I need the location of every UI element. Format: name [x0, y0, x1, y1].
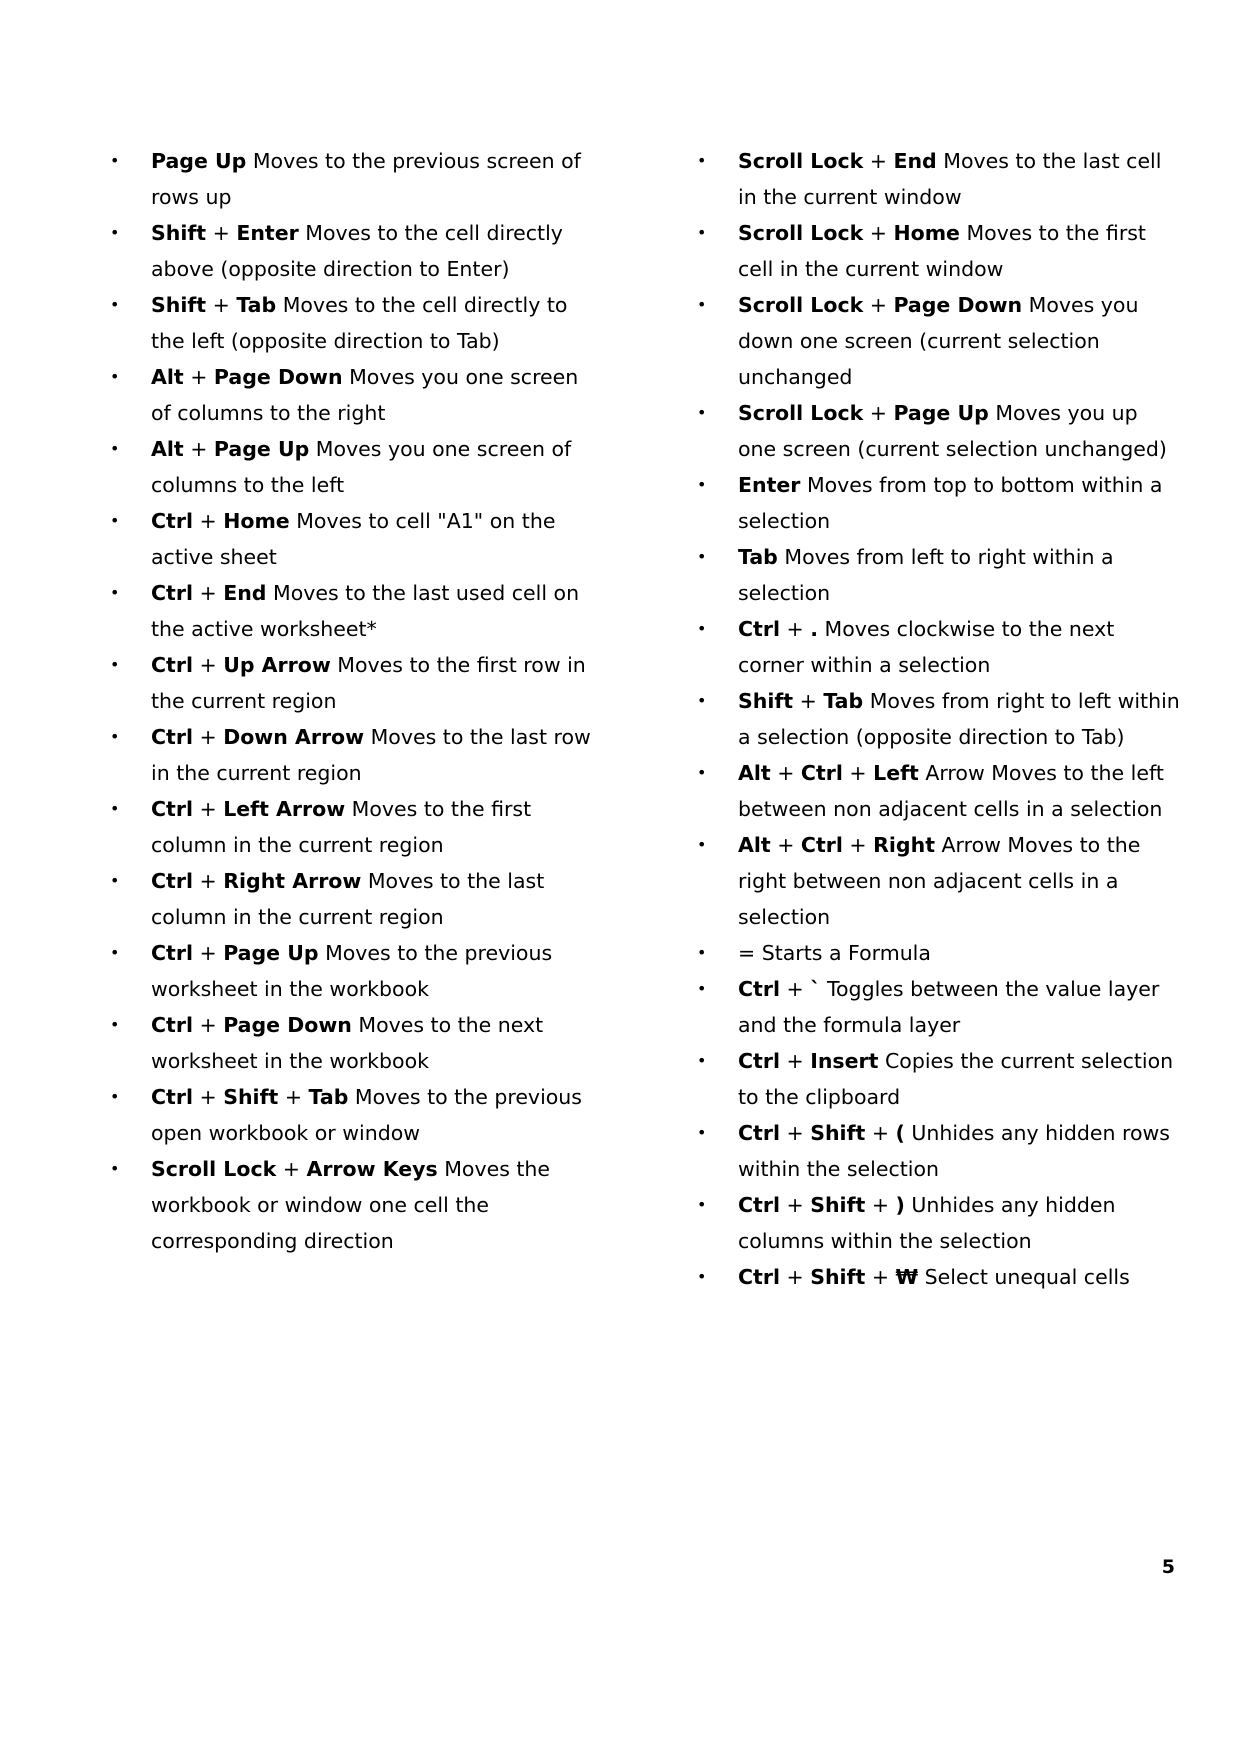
bullet-icon: • — [110, 583, 120, 602]
shortcut-description: Arrow Moves to the right between non adjacent cells in a selection — [738, 833, 1141, 929]
shortcut-key: Ctrl — [738, 617, 780, 641]
shortcut-description: Moves to the last cell in the current window — [738, 149, 1162, 209]
shortcut-description: Moves to the last column in the current region — [151, 869, 545, 929]
shortcut-separator: + — [865, 1121, 896, 1145]
shortcut-description: Moves to the previous worksheet in the workbook — [151, 941, 553, 1001]
shortcut-list-left — [110, 143, 600, 1259]
shortcut-description: Copies the current selection to the clipboard — [738, 1049, 1174, 1109]
shortcut-description: Moves to the cell directly above (opposite direction to Enter) — [151, 221, 563, 281]
bullet-icon: • — [697, 943, 707, 962]
shortcut-key: Ctrl — [151, 509, 193, 533]
shortcut-key: Shift — [738, 689, 794, 713]
shortcut-key: Enter — [236, 221, 299, 245]
shortcut-separator: + — [192, 1085, 224, 1109]
shortcut-key: Page Up — [213, 437, 310, 461]
shortcut-description: Moves you one screen of columns to the left — [151, 437, 572, 497]
shortcut-key: Page Up — [151, 149, 247, 173]
shortcut-separator: + — [206, 221, 237, 245]
shortcut-separator: + — [863, 293, 894, 317]
shortcut-key: Ctrl — [151, 1013, 193, 1037]
bullet-icon: • — [110, 655, 120, 674]
shortcut-separator: + — [865, 1193, 896, 1217]
bullet-icon: • — [110, 1159, 120, 1178]
shortcut-key: End — [893, 149, 937, 173]
shortcut-separator: + — [779, 1193, 811, 1217]
shortcut-key: Shift — [151, 221, 207, 245]
shortcut-separator: + — [192, 941, 224, 965]
shortcut-key: Alt — [151, 437, 184, 461]
shortcut-key: Ctrl — [151, 869, 193, 893]
shortcut-description: Moves to the first cell in the current window — [738, 221, 1146, 281]
shortcut-key: Up Arrow — [223, 653, 331, 677]
shortcut-description: Moves the workbook or window one cell the corresponding direction — [151, 1157, 551, 1253]
shortcut-list-item — [697, 143, 1182, 215]
shortcut-key: Tab — [738, 545, 778, 569]
shortcut-separator: + — [192, 509, 224, 533]
shortcut-description: Moves to the last row in the current region — [151, 725, 591, 785]
shortcut-key: Tab — [308, 1085, 349, 1109]
shortcut-key: Shift — [810, 1121, 866, 1145]
shortcut-separator: + — [779, 1049, 811, 1073]
shortcut-separator: + — [192, 797, 224, 821]
shortcut-list-item — [697, 1259, 1182, 1295]
shortcut-separator: + — [779, 1265, 811, 1289]
bullet-icon: • — [697, 1051, 707, 1070]
shortcut-description: Arrow Moves to the left between non adjacent cells in a selection — [738, 761, 1164, 821]
shortcut-separator: + — [793, 689, 824, 713]
bullet-icon: • — [697, 151, 707, 170]
bullet-icon: • — [697, 835, 707, 854]
shortcut-separator: = Starts a Formula — [738, 941, 931, 965]
shortcut-description: Moves from left to right within a selection — [738, 545, 1114, 605]
shortcut-key: Right Arrow — [223, 869, 362, 893]
shortcut-separator: + — [192, 581, 224, 605]
shortcut-key: Ctrl — [738, 1193, 780, 1217]
bullet-icon: • — [110, 871, 120, 890]
shortcut-key: . — [810, 617, 818, 641]
shortcut-key: ` — [810, 977, 821, 1001]
bullet-icon: • — [697, 403, 707, 422]
shortcut-list-item — [110, 1079, 600, 1151]
shortcut-list-item — [110, 863, 600, 935]
shortcut-separator: + — [192, 1013, 224, 1037]
shortcut-list-item — [697, 611, 1182, 683]
shortcut-description: Moves from right to left within a selection (opposite direction to Tab) — [738, 689, 1180, 749]
shortcut-list-right — [697, 143, 1182, 1295]
shortcut-separator: + — [779, 1121, 811, 1145]
shortcut-list-item — [697, 1043, 1182, 1115]
shortcut-separator: + — [842, 761, 874, 785]
shortcut-key: Down Arrow — [223, 725, 365, 749]
shortcut-key: Ctrl — [151, 725, 193, 749]
shortcut-key: Shift — [223, 1085, 279, 1109]
bullet-icon: • — [110, 727, 120, 746]
shortcut-list-item — [697, 971, 1182, 1043]
shortcut-separator: + — [865, 1265, 896, 1289]
shortcut-key: Page Down — [893, 293, 1023, 317]
bullet-icon: • — [697, 979, 707, 998]
shortcut-separator: + — [206, 293, 237, 317]
shortcut-key: Page Down — [223, 1013, 352, 1037]
shortcut-list-item — [697, 215, 1182, 287]
shortcut-description: Unhides any hidden columns within the selection — [738, 1193, 1116, 1253]
shortcut-key: Scroll Lock — [151, 1157, 277, 1181]
shortcut-key: Left — [873, 761, 919, 785]
shortcut-list-item — [110, 935, 600, 1007]
shortcut-key: ) — [895, 1193, 905, 1217]
bullet-icon: • — [110, 151, 120, 170]
bullet-icon: • — [697, 547, 707, 566]
shortcut-key: Ctrl — [151, 797, 193, 821]
bullet-icon: • — [697, 1267, 707, 1286]
shortcut-key: Right — [873, 833, 936, 857]
shortcut-list-item — [697, 395, 1182, 467]
shortcut-list-item — [110, 647, 600, 719]
shortcut-list-item — [110, 719, 600, 791]
shortcut-list-item — [110, 143, 600, 215]
shortcut-key: Ctrl — [151, 653, 193, 677]
shortcut-list-item — [110, 431, 600, 503]
shortcut-list-item — [110, 1007, 600, 1079]
shortcut-separator: + — [278, 1085, 309, 1109]
bullet-icon: • — [697, 1195, 707, 1214]
shortcut-list-item — [697, 287, 1182, 395]
shortcut-separator: + — [863, 401, 894, 425]
shortcut-description: Moves to the next worksheet in the workbook — [151, 1013, 544, 1073]
shortcut-separator: + — [276, 1157, 307, 1181]
shortcut-key: Ctrl — [738, 977, 780, 1001]
shortcut-description: Moves to cell "A1" on the active sheet — [151, 509, 556, 569]
bullet-icon: • — [110, 943, 120, 962]
shortcut-list-item — [110, 575, 600, 647]
shortcut-key: Ctrl — [800, 761, 843, 785]
shortcut-description: Moves clockwise to the next corner within a selection — [738, 617, 1115, 677]
shortcut-separator: + — [770, 833, 801, 857]
bullet-icon: • — [110, 511, 120, 530]
shortcut-description: Moves to the first row in the current region — [151, 653, 586, 713]
shortcut-key: Ctrl — [151, 1085, 193, 1109]
shortcut-list-item — [697, 827, 1182, 935]
shortcut-key: Ctrl — [738, 1121, 780, 1145]
bullet-icon: • — [110, 1015, 120, 1034]
shortcut-separator: + — [779, 977, 811, 1001]
shortcut-description: Moves you one screen of columns to the right — [151, 365, 579, 425]
page-number: 5 — [1161, 1556, 1175, 1578]
shortcut-description: Moves you down one screen (current selection unchanged — [738, 293, 1139, 389]
bullet-icon: • — [110, 295, 120, 314]
shortcut-description: Moves to the first column in the current region — [151, 797, 532, 857]
shortcut-key: Arrow Keys — [306, 1157, 438, 1181]
shortcut-separator: + — [183, 365, 214, 389]
shortcut-list-item — [110, 503, 600, 575]
shortcut-description: Moves to the cell directly to the left (opposite direction to Tab) — [151, 293, 568, 353]
shortcut-key: Enter — [738, 473, 801, 497]
shortcut-list-item — [110, 359, 600, 431]
shortcut-description: Moves you up one screen (current selection unchanged) — [738, 401, 1167, 461]
shortcut-key: ₩ — [895, 1265, 919, 1289]
shortcut-separator: + — [863, 149, 894, 173]
bullet-icon: • — [697, 691, 707, 710]
shortcut-list-item — [697, 1187, 1182, 1259]
bullet-icon: • — [697, 619, 707, 638]
shortcut-description: Moves from top to bottom within a selection — [738, 473, 1163, 533]
bullet-icon: • — [110, 223, 120, 242]
shortcut-key: Ctrl — [151, 941, 193, 965]
shortcut-key: End — [223, 581, 267, 605]
shortcut-description: Moves to the previous open workbook or window — [151, 1085, 582, 1145]
shortcut-description: Select unequal cells — [918, 1265, 1130, 1289]
shortcut-list-item — [697, 683, 1182, 755]
shortcut-key: Home — [893, 221, 960, 245]
shortcut-separator: + — [863, 221, 894, 245]
shortcut-key: Alt — [738, 833, 771, 857]
shortcut-list-item — [110, 287, 600, 359]
shortcut-description: Moves to the last used cell on the active worksheet* — [151, 581, 580, 641]
shortcut-description: Toggles between the value layer and the formula layer — [738, 977, 1160, 1037]
shortcut-list-item — [697, 539, 1182, 611]
shortcut-list-item — [697, 1115, 1182, 1187]
shortcut-key: Shift — [810, 1193, 866, 1217]
shortcut-description: Moves to the previous screen of rows up — [151, 149, 581, 209]
shortcut-key: Alt — [738, 761, 771, 785]
shortcut-separator: + — [192, 869, 224, 893]
shortcut-key: Page Up — [223, 941, 319, 965]
shortcut-key: Scroll Lock — [738, 401, 864, 425]
shortcut-key: Ctrl — [738, 1265, 780, 1289]
shortcut-list-item — [110, 1151, 600, 1259]
shortcut-key: Insert — [810, 1049, 879, 1073]
shortcut-list-item — [697, 935, 1182, 971]
shortcut-key: Ctrl — [151, 581, 193, 605]
shortcut-key: Page Down — [213, 365, 343, 389]
shortcut-key: Tab — [823, 689, 864, 713]
shortcut-list-item — [697, 755, 1182, 827]
shortcut-key: Home — [223, 509, 290, 533]
shortcut-key: Page Up — [893, 401, 989, 425]
shortcut-key: Ctrl — [738, 1049, 780, 1073]
shortcut-key: Alt — [151, 365, 184, 389]
shortcut-key: Shift — [810, 1265, 866, 1289]
bullet-icon: • — [110, 367, 120, 386]
shortcut-separator: + — [770, 761, 801, 785]
bullet-icon: • — [697, 295, 707, 314]
bullet-icon: • — [110, 439, 120, 458]
shortcut-key: Shift — [151, 293, 207, 317]
shortcut-key: Scroll Lock — [738, 221, 864, 245]
shortcut-key: Tab — [236, 293, 277, 317]
bullet-icon: • — [697, 1123, 707, 1142]
shortcut-separator: + — [192, 725, 224, 749]
shortcut-key: Ctrl — [800, 833, 843, 857]
shortcut-description: Unhides any hidden rows within the selection — [738, 1121, 1170, 1181]
bullet-icon: • — [110, 1087, 120, 1106]
shortcut-separator: + — [842, 833, 874, 857]
shortcut-separator: + — [183, 437, 214, 461]
shortcut-list-item — [697, 467, 1182, 539]
shortcut-key: ( — [895, 1121, 905, 1145]
shortcut-key: Scroll Lock — [738, 293, 864, 317]
shortcut-list-item — [110, 791, 600, 863]
bullet-icon: • — [697, 763, 707, 782]
bullet-icon: • — [110, 799, 120, 818]
shortcut-separator: + — [192, 653, 224, 677]
bullet-icon: • — [697, 475, 707, 494]
bullet-icon: • — [697, 223, 707, 242]
shortcut-key: Left Arrow — [223, 797, 346, 821]
shortcut-separator: + — [779, 617, 811, 641]
shortcut-key: Scroll Lock — [738, 149, 864, 173]
shortcut-list-item — [110, 215, 600, 287]
